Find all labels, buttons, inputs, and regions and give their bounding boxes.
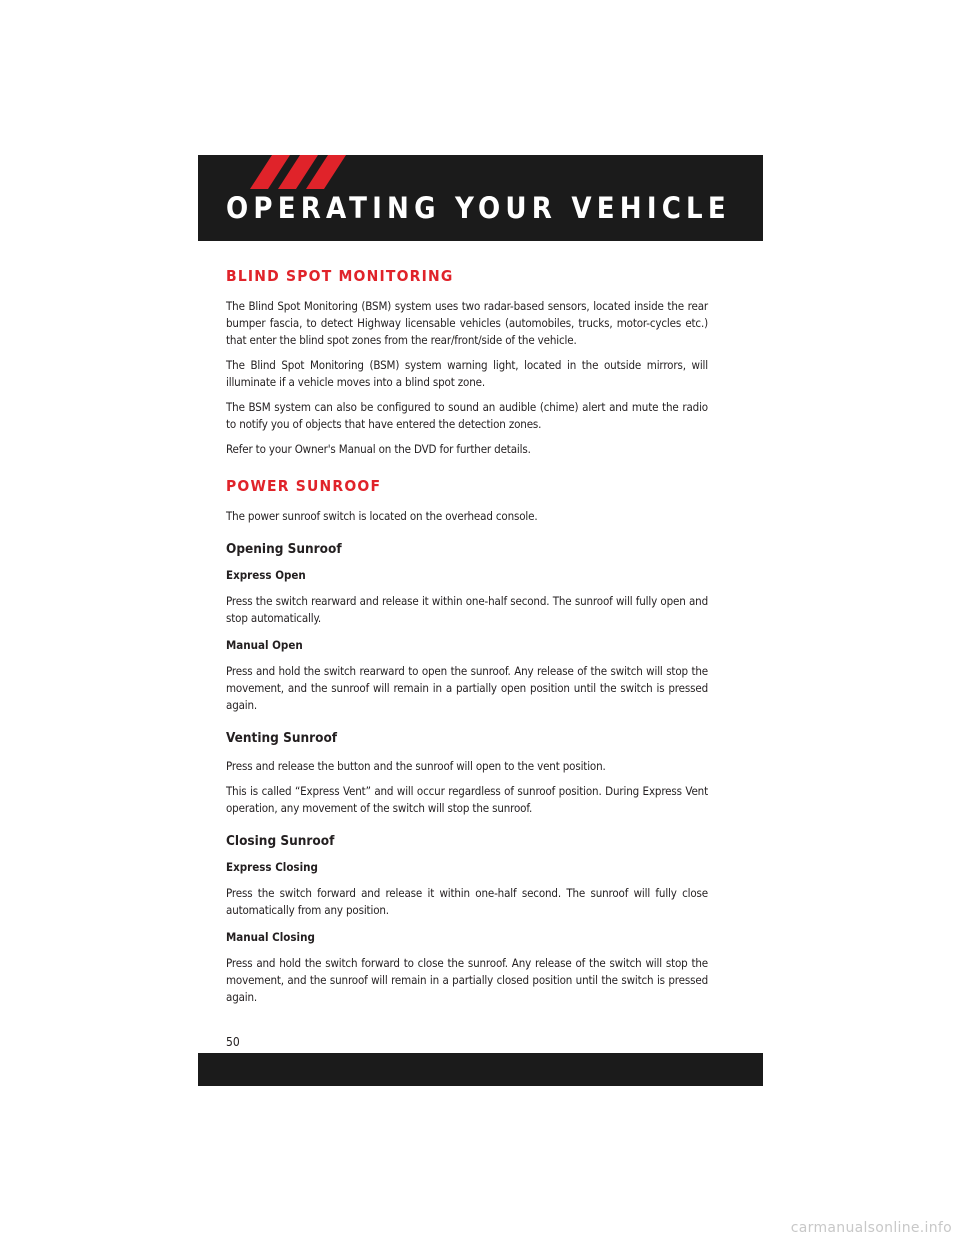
bsm-paragraph-3: The BSM system can also be configured to sound an audible (chime) alert and mute the radio to notify you of objects that have entered the detection zones. — [226, 400, 708, 431]
sunroof-intro: The power sunroof switch is located on the overhead console. — [226, 509, 538, 523]
subheading-closing-sunroof: Closing Sunroof — [226, 833, 335, 849]
bsm-paragraph-2: The Blind Spot Monitoring (BSM) system warning light, located in the outside mirrors, will illuminate if a vehicle moves into a blind spot zone. — [226, 358, 708, 389]
subheading-manual-open: Manual Open — [226, 638, 303, 652]
red-stripes-logo-icon — [250, 155, 350, 189]
footer-bar — [198, 1053, 763, 1086]
section-heading-sunroof: POWER SUNROOF — [226, 477, 382, 495]
manual-open-text: Press and hold the switch rearward to open the sunroof. Any release of the switch will stop the movement, and the sunroof will remain in a partially open position until the switch is pressed again. — [226, 664, 708, 712]
chapter-title: OPERATING YOUR VEHICLE — [226, 191, 731, 225]
subheading-manual-closing: Manual Closing — [226, 930, 315, 944]
express-open-text: Press the switch rearward and release it within one-half second. The sunroof will fully open and stop automatically. — [226, 594, 708, 625]
page-content — [226, 262, 708, 1006]
subheading-express-closing: Express Closing — [226, 860, 318, 874]
subheading-express-open: Express Open — [226, 568, 306, 582]
venting-paragraph-2: This is called “Express Vent” and will occur regardless of sunroof position. During Express Vent operation, any movement of the switch will stop the sunroof. — [226, 784, 708, 815]
bsm-paragraph-1: The Blind Spot Monitoring (BSM) system uses two radar-based sensors, located inside the rear bumper fascia, to detect Highway licensable vehicles (automobiles, trucks, motor-cycles etc.) that enter the blind spot zones from the rear/front/side of the vehicle. — [226, 299, 708, 347]
page-number: 50 — [226, 1035, 240, 1049]
express-closing-text: Press the switch forward and release it within one-half second. The sunroof will fully close automatically from any position. — [226, 886, 708, 917]
watermark: carmanualsonline.info — [790, 1220, 952, 1236]
manual-closing-text: Press and hold the switch forward to close the sunroof. Any release of the switch will stop the movement, and the sunroof will remain in a partially closed position until the switch is pressed again. — [226, 956, 708, 1004]
venting-paragraph-1: Press and release the button and the sunroof will open to the vent position. — [226, 759, 606, 773]
bsm-paragraph-4: Refer to your Owner's Manual on the DVD for further details. — [226, 442, 531, 456]
subheading-opening-sunroof: Opening Sunroof — [226, 541, 342, 557]
chapter-header-bar — [198, 155, 763, 241]
subheading-venting-sunroof: Venting Sunroof — [226, 730, 338, 746]
section-heading-bsm: BLIND SPOT MONITORING — [226, 267, 454, 285]
